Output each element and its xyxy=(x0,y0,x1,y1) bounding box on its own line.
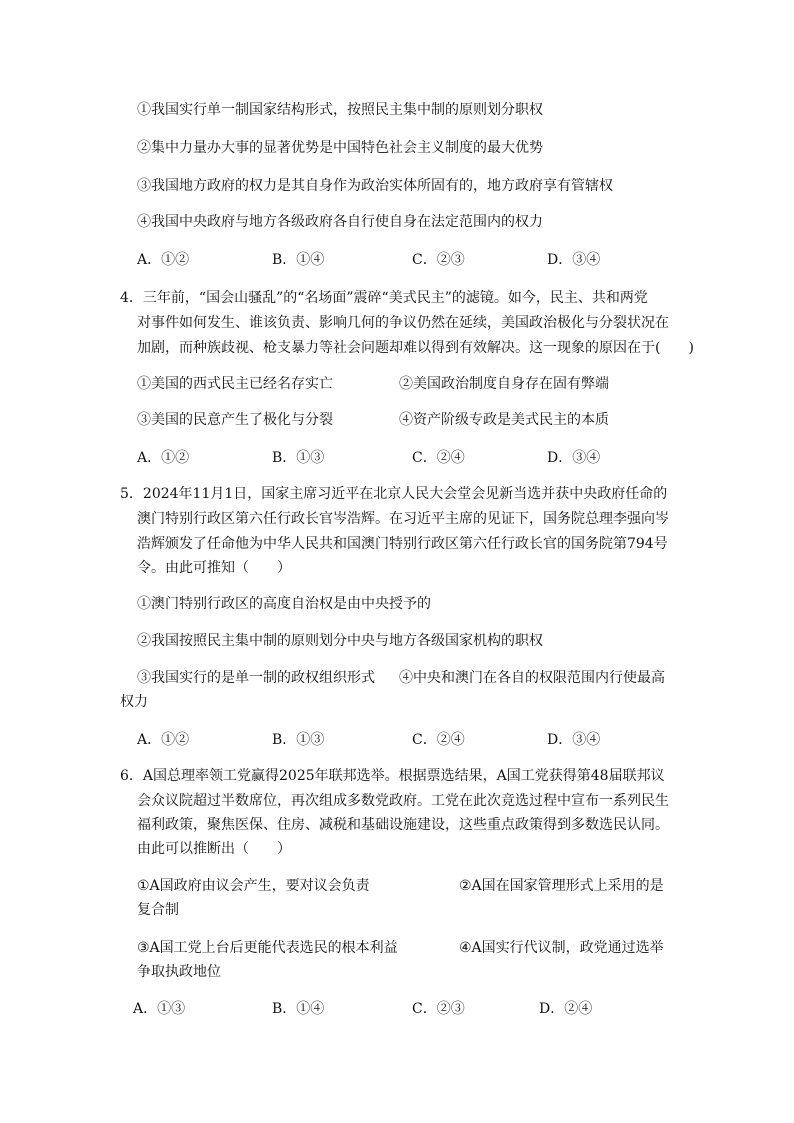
q5-stem-line-2: 澳门特别行政区第六任行政长官岑浩辉。在习近平主席的见证下，国务院总理李强向岑 xyxy=(137,511,669,527)
q5-option-b[interactable]: B．①③ xyxy=(272,732,325,748)
q4-stem-line-1: 4．三年前，“国会山骚乱”的“名场面”震碎“美式民主”的滤镜。如今，民主、共和两党 xyxy=(120,290,648,306)
q3-option-c[interactable]: C．②③ xyxy=(412,252,465,268)
q6-statement-2-cont: 复合制 xyxy=(137,902,179,918)
q5-option-c[interactable]: C．②④ xyxy=(412,732,465,748)
q3-option-a[interactable]: A．①② xyxy=(137,252,190,268)
q5-stem-line-4: 令。由此可推知（ ） xyxy=(137,560,291,576)
q4-statement-3: ③美国的民意产生了极化与分裂 xyxy=(137,412,333,428)
q4-statement-4: ④资产阶级专政是美式民主的本质 xyxy=(399,412,609,428)
q4-option-c[interactable]: C．②④ xyxy=(412,450,465,466)
q3-option-b[interactable]: B．①④ xyxy=(272,252,325,268)
q4-option-a[interactable]: A．①② xyxy=(137,450,190,466)
q5-option-a[interactable]: A．①② xyxy=(137,732,190,748)
q4-statement-2: ②美国政治制度自身存在固有弊端 xyxy=(399,376,609,392)
q5-statement-4-cont: 权力 xyxy=(120,694,148,710)
q6-option-c[interactable]: C．②③ xyxy=(412,1001,465,1017)
q4-statement-1: ①美国的西式民主已经名存实亡 xyxy=(137,376,333,392)
q6-option-a[interactable]: A．①③ xyxy=(133,1001,186,1017)
q3-statement-3: ③我国地方政府的权力是其自身作为政治实体所固有的，地方政府享有管辖权 xyxy=(137,178,613,194)
q4-stem-line-3: 加剧，而种族歧视、枪支暴力等社会问题却难以得到有效解决。这一现象的原因在于( ) xyxy=(137,340,694,356)
q6-statement-1: ①A国政府由议会产生，要对议会负责 xyxy=(137,878,370,894)
q5-statement-3: ③我国实行的是单一制的政权组织形式 xyxy=(137,670,375,686)
q4-stem-line-2: 对事件如何发生、谁该负责、影响几何的争议仍然在延续，美国政治极化与分裂状况在 xyxy=(137,315,669,331)
q5-option-d[interactable]: D．③④ xyxy=(547,732,601,748)
q5-stem-line-3: 浩辉颁发了任命他为中华人民共和国澳门特别行政区第六任行政长官的国务院第794号 xyxy=(137,536,668,552)
q3-statement-1: ①我国实行单一制国家结构形式，按照民主集中制的原则划分职权 xyxy=(137,102,543,118)
q6-statement-2: ②A国在国家管理形式上采用的是 xyxy=(459,878,664,894)
q5-statement-2: ②我国按照民主集中制的原则划分中央与地方各级国家机构的职权 xyxy=(137,633,543,649)
q3-statement-2: ②集中力量办大事的显著优势是中国特色社会主义制度的最大优势 xyxy=(137,140,543,156)
q5-statement-1: ①澳门特别行政区的高度自治权是由中央授予的 xyxy=(137,596,431,612)
q6-statement-4-cont: 争取执政地位 xyxy=(137,964,221,980)
q3-option-d[interactable]: D．③④ xyxy=(547,252,601,268)
q4-option-d[interactable]: D．③④ xyxy=(547,450,601,466)
q6-statement-4: ④A国实行代议制，政党通过选举 xyxy=(459,940,664,956)
q4-option-b[interactable]: B．①③ xyxy=(272,450,325,466)
q6-stem-line-2: 会众议院超过半数席位，再次组成多数党政府。工党在此次竞选过程中宣布一系列民生 xyxy=(137,793,669,809)
q6-stem-line-4: 由此可以推断出（ ） xyxy=(137,841,291,857)
q6-stem-line-1: 6．A国总理率领工党赢得2025年联邦选举。根据票选结果，A国工党获得第48届联邦议 xyxy=(120,768,665,784)
q6-stem-line-3: 福利政策，聚焦医保、住房、减税和基础设施建设，这些重点政策得到多数选民认同。 xyxy=(137,817,669,833)
q3-statement-4: ④我国中央政府与地方各级政府各自行使自身在法定范围内的权力 xyxy=(137,214,543,230)
q6-statement-3: ③A国工党上台后更能代表选民的根本利益 xyxy=(137,940,398,956)
q6-option-d[interactable]: D．②④ xyxy=(539,1001,593,1017)
q5-statement-4: ④中央和澳门在各自的权限范围内行使最高 xyxy=(399,670,665,686)
q5-stem-line-1: 5．2024年11月1日，国家主席习近平在北京人民大会堂会见新当选并获中央政府任命的 xyxy=(120,486,668,502)
q6-option-b[interactable]: B．①④ xyxy=(272,1001,325,1017)
